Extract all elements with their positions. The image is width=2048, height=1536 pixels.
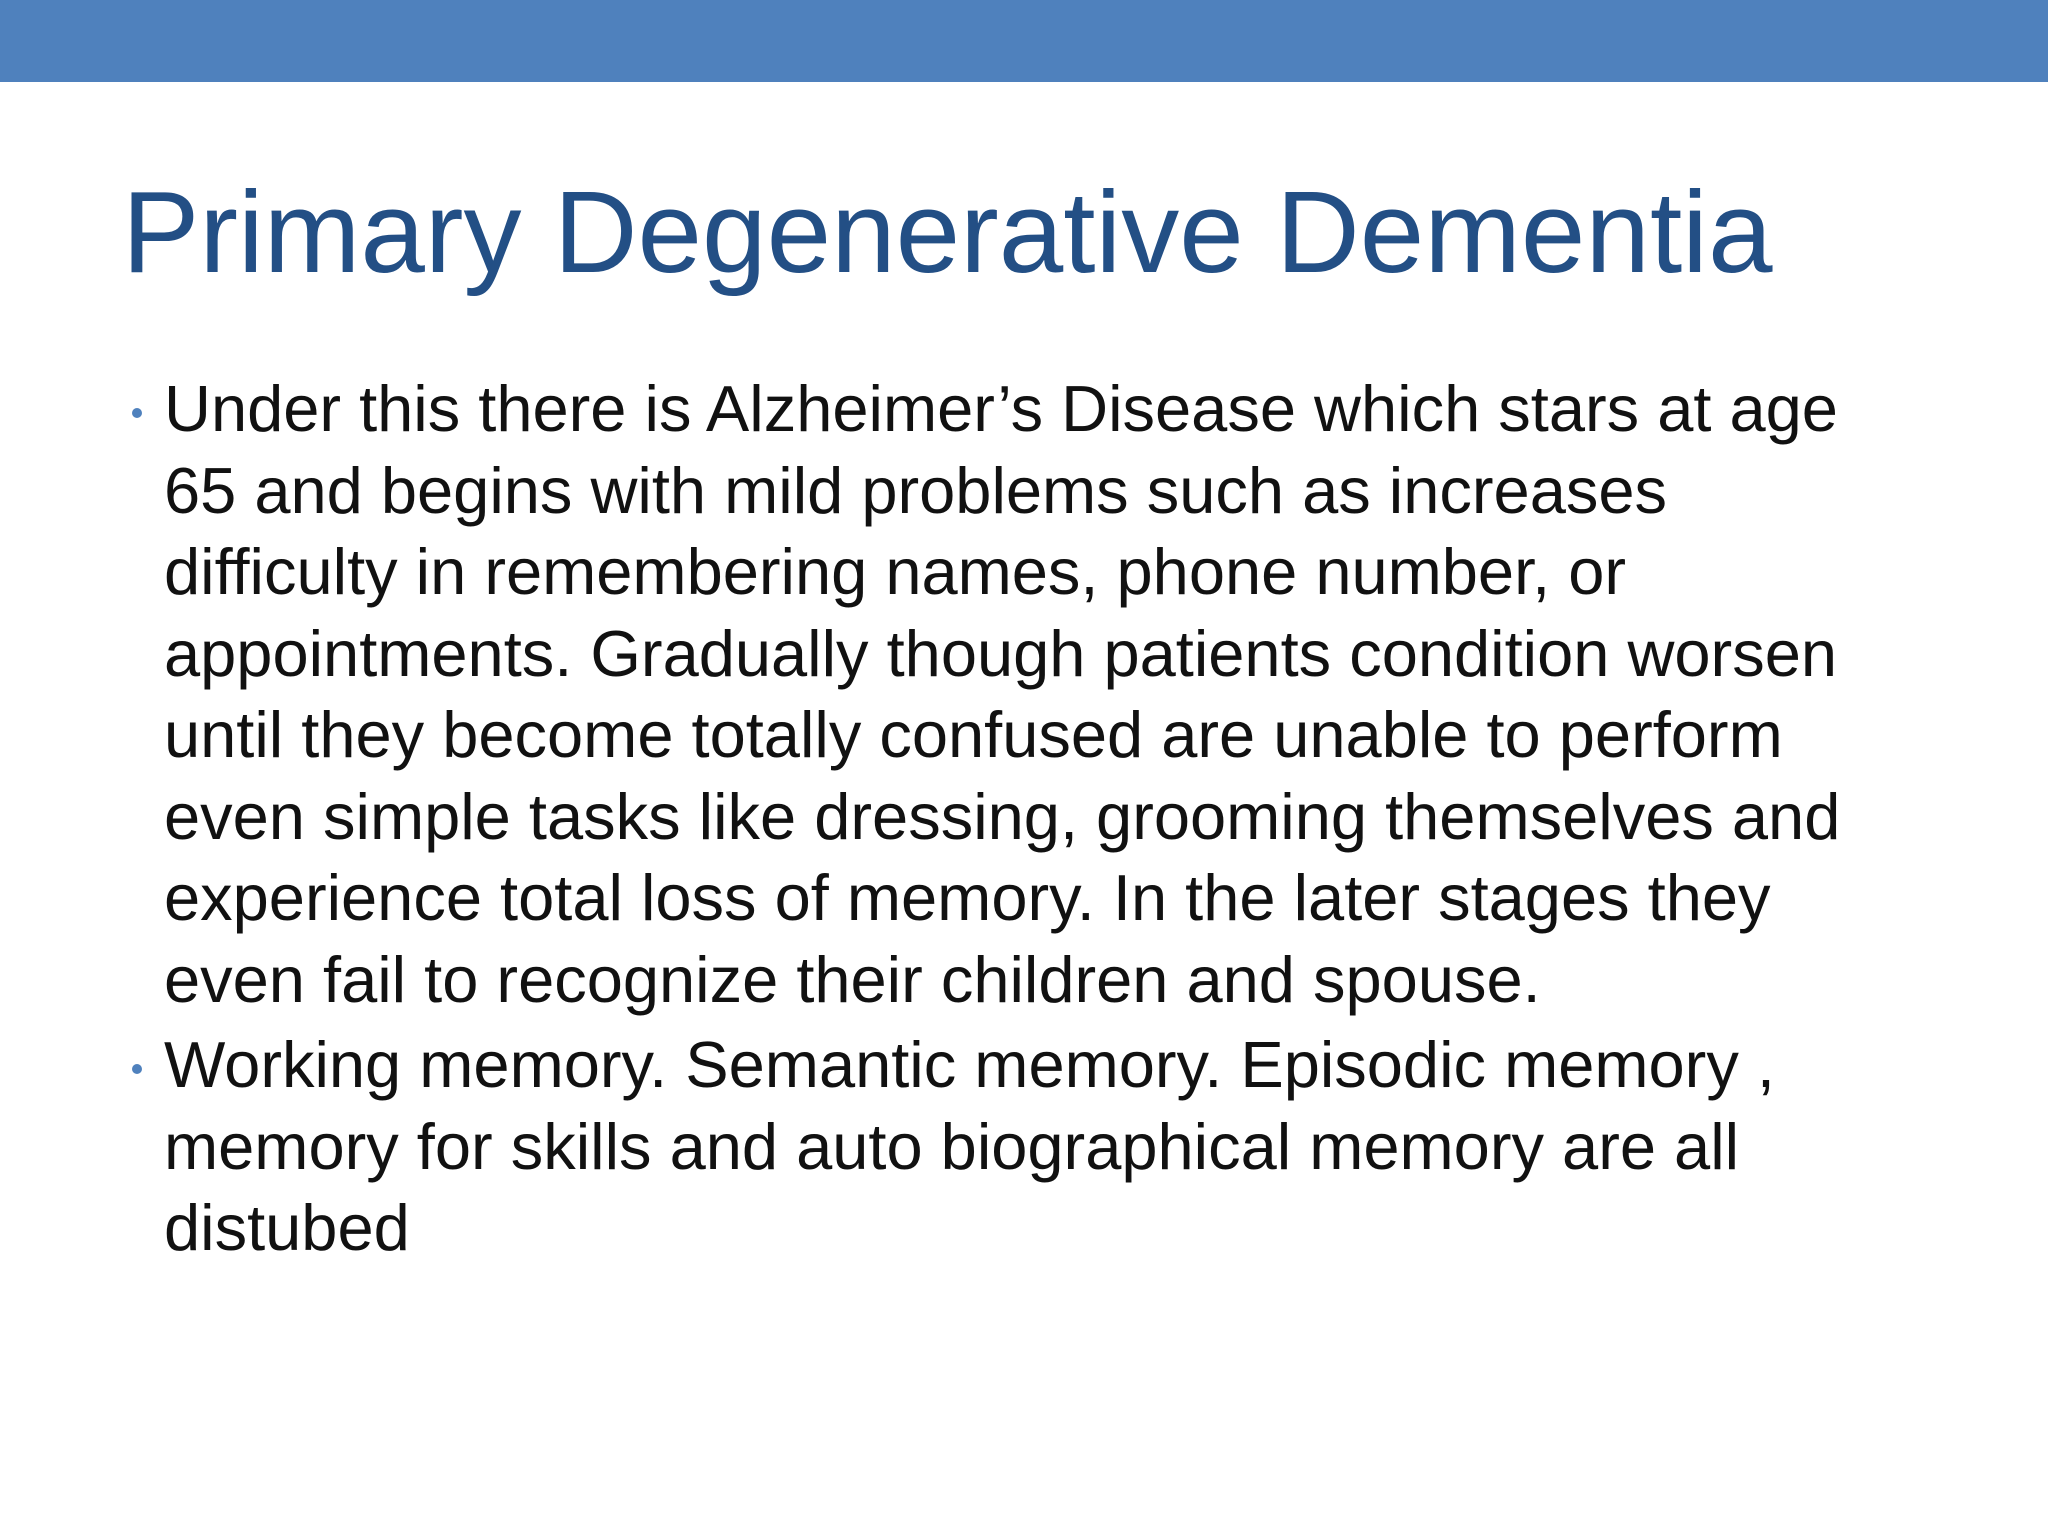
bullet-list [0,368,2048,1273]
top-accent-bar [0,0,2048,82]
bullet-dot-icon [132,408,142,418]
bullet-item-1 [0,368,1964,1020]
bullet-text-2: Working memory. Semantic memory. Episodic memory , memory for skills and auto biographical memory are all distubed [164,1028,1775,1264]
bullet-text-1: Under this there is Alzheimer’s Disease which stars at age 65 and begins with mild problems such as increases difficulty in remembering names, phone number, or appointments. Gradually though patients condition worsen until they become totally confused are unable to perform even simple tasks like dressing, grooming themselves and experience total loss of memory. In the later stages they even fail to recognize their children and spouse. [164,372,1841,1016]
slide-title: Primary Degenerative Dementia [122,167,1773,297]
bullet-dot-icon [132,1064,142,1074]
bullet-item-2 [0,1024,1964,1269]
